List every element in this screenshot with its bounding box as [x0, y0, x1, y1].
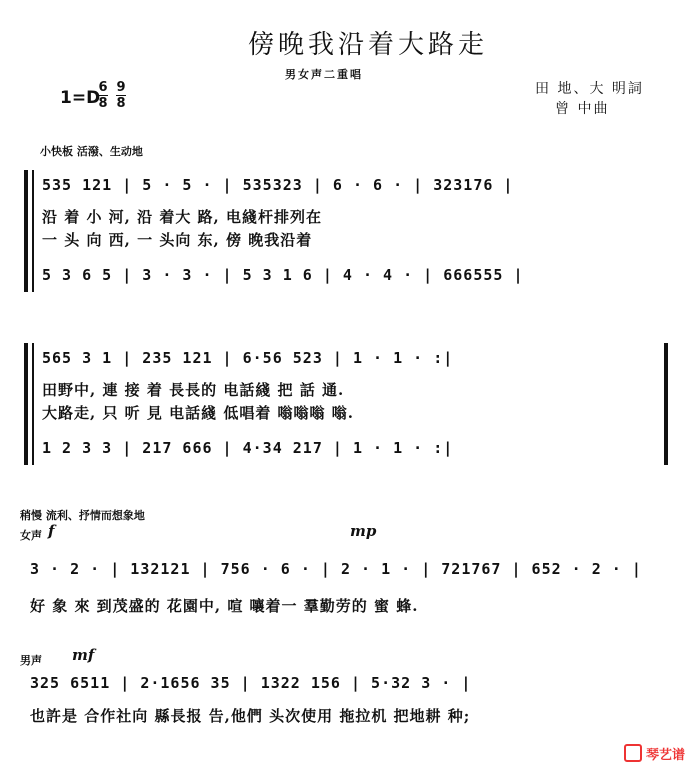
lyric-verse-2: 一 头 向 西, 一 头向 东, 傍 晚我沿着	[42, 231, 313, 249]
dynamic-mf: mf	[72, 646, 95, 664]
time1-bottom: 8	[98, 96, 108, 111]
song-title: 傍晚我沿着大路走	[248, 30, 489, 60]
lower-voice-notes: 1 2 3 3 | 217 666 | 4·34 217 | 1 · 1 · :|	[42, 439, 454, 457]
time2-bottom: 8	[116, 96, 126, 111]
final-bar	[664, 343, 668, 465]
lower-voice-notes: 5 3 6 5 | 3 · 3 · | 5 3 1 6 | 4 · 4 · | 666555 |	[42, 266, 524, 284]
time2-top: 9	[116, 80, 126, 95]
time-signature-1	[98, 81, 108, 110]
voice-label-male: 男声	[20, 654, 42, 667]
qinyipu-logo-icon	[624, 744, 642, 762]
female-lyric: 好 象 來 到茂盛的 花園中, 喧 嚷着一 羣勤劳的 蜜 蜂.	[30, 597, 419, 615]
male-voice-notes: 325 6511 | 2·1656 35 | 1322 156 | 5·32 3 · |	[30, 674, 472, 692]
voice-label-female: 女声	[20, 529, 42, 542]
time1-top: 6	[98, 80, 108, 95]
tempo-marking-2: 稍慢 流利、抒情而想象地	[20, 509, 145, 522]
system-line	[32, 170, 34, 292]
tempo-marking-1: 小快板 活潑、生动地	[40, 145, 143, 158]
song-subtitle: 男女声二重唱	[285, 68, 363, 81]
female-voice-notes: 3 · 2 · | 132121 | 756 · 6 · | 2 · 1 · | 721767 | 652 · 2 · |	[30, 560, 642, 578]
dynamic-mp: mp	[350, 522, 377, 540]
system-bracket	[24, 343, 28, 465]
system-line	[32, 343, 34, 465]
upper-voice-notes: 535 121 | 5 · 5 · | 535323 | 6 · 6 · | 323176 |	[42, 176, 514, 194]
watermark-logo	[624, 744, 685, 763]
watermark-text: 琴艺谱	[645, 748, 685, 763]
system-bracket	[24, 170, 28, 292]
lyric-verse-1: 田野中, 連 接 着 長長的 电話綫 把 話 通.	[42, 381, 345, 399]
lyric-verse-2: 大路走, 只 听 見 电話綫 低唱着 嗡嗡嗡 嗡.	[42, 404, 355, 422]
key-signature: 1=D	[60, 88, 101, 108]
upper-voice-notes: 565 3 1 | 235 121 | 6·56 523 | 1 · 1 · :|	[42, 349, 454, 367]
dynamic-f: f	[48, 522, 55, 540]
lyricist-credit: 田 地、大 明詞	[535, 81, 644, 97]
composer-credit: 曾 中曲	[555, 101, 610, 117]
time-signature-2	[116, 81, 126, 110]
male-lyric: 也許是 合作社向 縣長报 告,他們 头次使用 拖拉机 把地耕 种;	[30, 707, 471, 725]
lyric-verse-1: 沿 着 小 河, 沿 着大 路, 电綫杆排列在	[42, 208, 323, 226]
